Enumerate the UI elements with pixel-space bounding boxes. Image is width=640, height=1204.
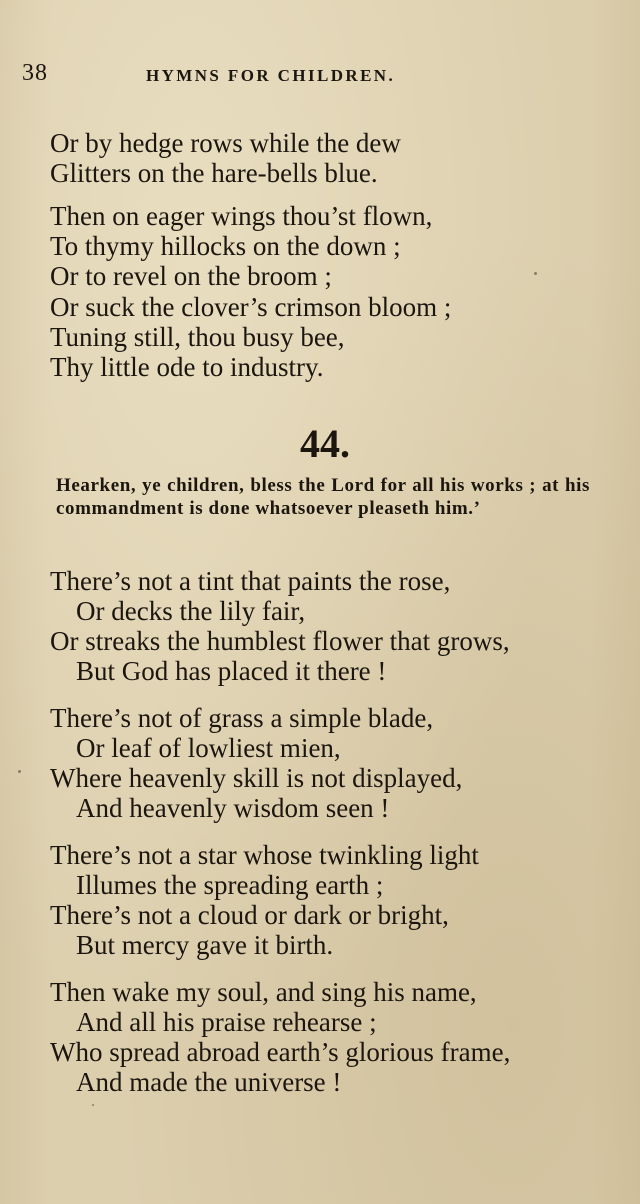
verse-line: Or leaf of lowliest mien, [76, 733, 341, 763]
paper-speck [534, 272, 537, 275]
verse-line: But God has placed it there ! [76, 656, 387, 686]
verse-line: But mercy gave it birth. [76, 930, 334, 960]
verse-line: And heavenly wisdom seen ! [76, 793, 390, 823]
verse-line: To thymy hillocks on the down ; [50, 231, 401, 261]
verse-line: And made the universe ! [76, 1067, 342, 1097]
verse-line: Where heavenly skill is not displayed, [50, 763, 463, 793]
verse-line: Or to revel on the broom ; [50, 261, 332, 291]
verse-line: There’s not a star whose twinkling light [50, 840, 479, 870]
verse-line: Or decks the lily fair, [76, 596, 306, 626]
verse-line: Or by hedge rows while the dew [50, 128, 401, 158]
verse-line: There’s not a cloud or dark or bright, [50, 900, 449, 930]
hymn-number: 44. [300, 421, 350, 466]
verse-line: There’s not of grass a simple blade, [50, 703, 434, 733]
verse-line: There’s not a tint that paints the rose, [50, 566, 451, 596]
verse-line: Then wake my soul, and sing his name, [50, 977, 477, 1007]
paper-speck [18, 770, 21, 773]
paper-speck [92, 1104, 94, 1106]
verse-line: Illumes the spreading earth ; [76, 870, 384, 900]
verse-line: Tuning still, thou busy bee, [50, 322, 345, 352]
verse-line: Or suck the clover’s crimson bloom ; [50, 292, 452, 322]
verse-line: Then on eager wings thou’st flown, [50, 201, 433, 231]
verse-line: Thy little ode to industry. [50, 352, 324, 382]
page-header [22, 60, 462, 94]
verse-line: Or streaks the humblest flower that grows, [50, 626, 510, 656]
verse-line: And all his praise rehearse ; [76, 1007, 377, 1037]
page-number: 38 [22, 60, 48, 86]
verse-line: Glitters on the hare-bells blue. [50, 158, 378, 188]
running-title: HYMNS FOR CHILDREN. [146, 66, 396, 85]
hymn-epigraph: Hearken, ye children, bless the Lord for all his works ; at his commandment is done whatsoever pleaseth him.’ [56, 475, 590, 519]
verse-line: Who spread abroad earth’s glorious frame, [50, 1037, 511, 1067]
